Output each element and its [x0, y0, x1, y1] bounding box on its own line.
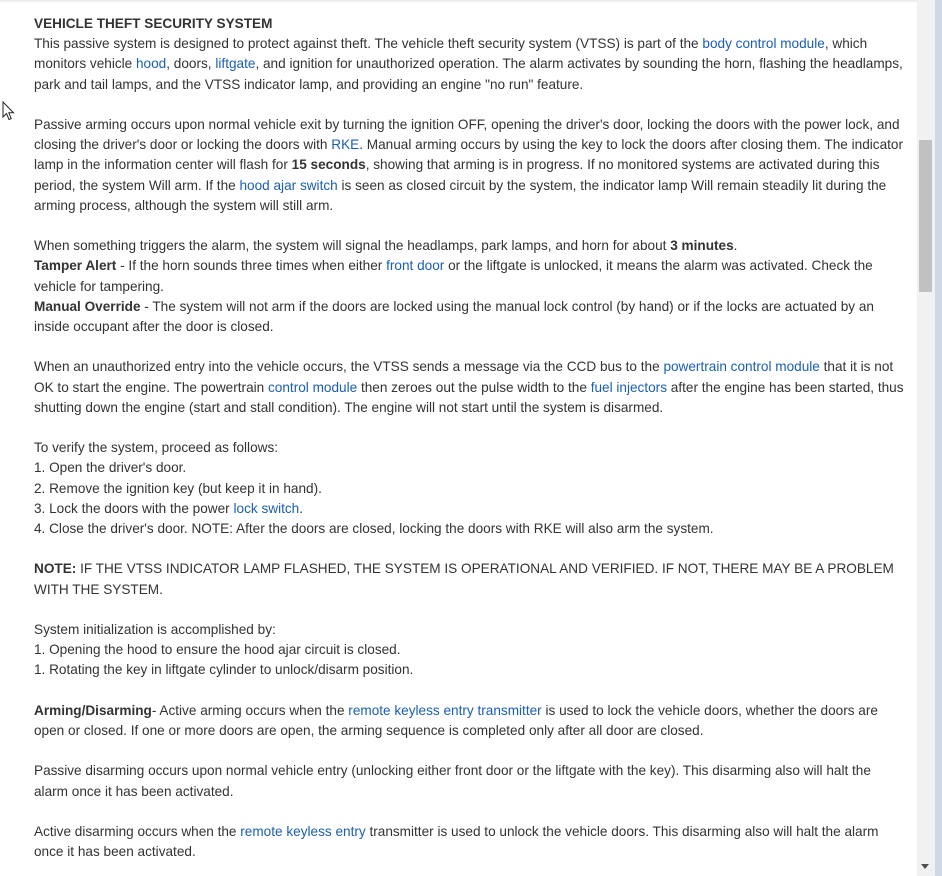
verify-step-1: 1. Open the driver's door.	[34, 460, 187, 476]
text: , and ignition for unauthorized operation. The alarm activates by sounding the horn, flashing the headlamps, park and tail lamps, and the VTSS indicator lamp, and providing an engine "no run" feature.	[34, 56, 903, 92]
init-step-2: 1. Rotating the key in liftgate cylinder to unlock/disarm position.	[34, 662, 414, 678]
link-fuel-injectors[interactable]: fuel injectors	[590, 379, 667, 395]
text: .	[299, 500, 303, 516]
tamper-alert-paragraph	[20, 256, 904, 296]
window-edge	[935, 0, 942, 876]
verify-step-2: 2. Remove the ignition key (but keep it in hand).	[34, 480, 322, 496]
text: Active disarming occurs when the	[34, 823, 241, 839]
link-remote-keyless-entry-transmitter[interactable]: remote keyless entry transmitter	[348, 702, 542, 718]
link-powertrain-control-module[interactable]: powertrain control module	[663, 359, 820, 375]
text: When an unauthorized entry into the vehicle occurs, the VTSS sends a message via the CCD bus to the	[34, 359, 664, 375]
text: .	[733, 238, 738, 254]
bold-label: Arming/Disarming	[34, 702, 152, 718]
passive-arming-paragraph	[20, 115, 904, 216]
link-hood[interactable]: hood	[136, 56, 167, 72]
manual-override-paragraph	[20, 297, 904, 337]
text: transmitter is used to unlock the vehicle doors. This disarming also will halt the alarm once it has been activated.	[34, 823, 879, 860]
verify-step-3	[20, 499, 904, 519]
note-paragraph	[20, 559, 904, 599]
text: that it is not OK to start the engine. The powertrain	[34, 359, 894, 395]
text: . Manual arming occurs by using the key to lock the doors after closing them. The indicator lamp in the information center will flash for	[34, 137, 904, 173]
text: or the liftgate is unlocked, it means the alarm was activated. Check the vehicle for tampering.	[34, 258, 873, 294]
bold-label: Manual Override	[34, 298, 141, 314]
bold-label: Tamper Alert	[34, 258, 117, 274]
section-title: VEHICLE THEFT SECURITY SYSTEM	[34, 16, 273, 31]
link-body-control-module[interactable]: body control module	[702, 36, 825, 52]
text: after the engine has been started, thus shutting down the engine (start and stall condition). The engine will not start until the system is disarmed.	[34, 379, 904, 415]
text: is used to lock the vehicle doors, whether the doors are open or closed. If one or more doors are open, the arming sequence is completed only after all door are closed.	[34, 702, 878, 738]
text: - The system will not arm if the doors are locked using the manual lock control (by hand) or if the locks are actuated by an inside occupant after the door is closed.	[34, 298, 874, 335]
text: then zeroes out the pulse width to the	[357, 379, 591, 395]
link-hood-ajar-switch[interactable]: hood ajar switch	[239, 177, 338, 193]
text: This passive system is designed to protect against theft. The vehicle theft security system (VTSS) is part of the	[34, 36, 703, 52]
intro-paragraph	[20, 34, 904, 95]
article-content	[20, 0, 904, 862]
trigger-paragraph	[20, 236, 904, 256]
vertical-scrollbar[interactable]	[917, 0, 935, 876]
text: - Active arming occurs when the	[151, 702, 349, 718]
bold-text: 3 minutes	[670, 238, 734, 254]
text: IF THE VTSS INDICATOR LAMP FLASHED, THE SYSTEM IS OPERATIONAL AND VERIFIED. IF NOT, THERE MAY BE A PROBLEM WITH THE SYSTEM.	[34, 561, 894, 597]
active-disarming-paragraph	[20, 822, 904, 862]
text: 3. Lock the doors with the power	[34, 500, 234, 516]
link-rke[interactable]: RKE	[331, 137, 360, 153]
text: When something triggers the alarm, the system will signal the headlamps, park lamps, and horn for about	[34, 238, 671, 254]
bold-label: NOTE:	[34, 561, 77, 577]
unauthorized-entry-paragraph	[20, 357, 904, 418]
link-remote-keyless-entry[interactable]: remote keyless entry	[240, 823, 366, 839]
arming-disarming-paragraph	[20, 701, 904, 741]
link-lock-switch[interactable]: lock switch	[233, 500, 300, 516]
text: , which monitors vehicle	[34, 36, 868, 72]
scroll-down-arrow-icon[interactable]	[921, 864, 929, 869]
text: Passive arming occurs upon normal vehicle exit by turning the ignition OFF, opening the driver's door, locking the doors with the power lock, and closing the driver's door or locking the doors with	[34, 117, 900, 153]
verify-step-4: 4. Close the driver's door. NOTE: After the doors are closed, locking the doors with RKE will also arm the system.	[34, 521, 714, 537]
verify-intro: To verify the system, proceed as follows:	[34, 440, 279, 456]
bold-text: 15 seconds	[291, 157, 366, 173]
scrollbar-thumb[interactable]	[919, 140, 932, 292]
init-intro: System initialization is accomplished by:	[34, 622, 276, 637]
link-front-door[interactable]: front door	[386, 258, 445, 274]
init-step-1: 1. Opening the hood to ensure the hood ajar circuit is closed.	[34, 642, 401, 658]
text: is seen as closed circuit by the system, the indicator lamp Will remain steadily lit during the arming process, although the system will still arm.	[34, 177, 887, 213]
text: - If the horn sounds three times when either	[116, 258, 387, 274]
link-liftgate[interactable]: liftgate	[215, 56, 256, 72]
text: , showing that arming is in progress. If no monitored systems are activated during this period, the system Will arm. If the	[34, 157, 880, 193]
text: , doors,	[166, 56, 216, 72]
mouse-pointer-icon	[2, 101, 16, 121]
link-control-module[interactable]: control module	[268, 379, 358, 395]
passive-disarming-paragraph: Passive disarming occurs upon normal vehicle entry (unlocking either front door or the liftgate with the key). This disarming also will halt the alarm once it has been activated.	[34, 763, 871, 799]
